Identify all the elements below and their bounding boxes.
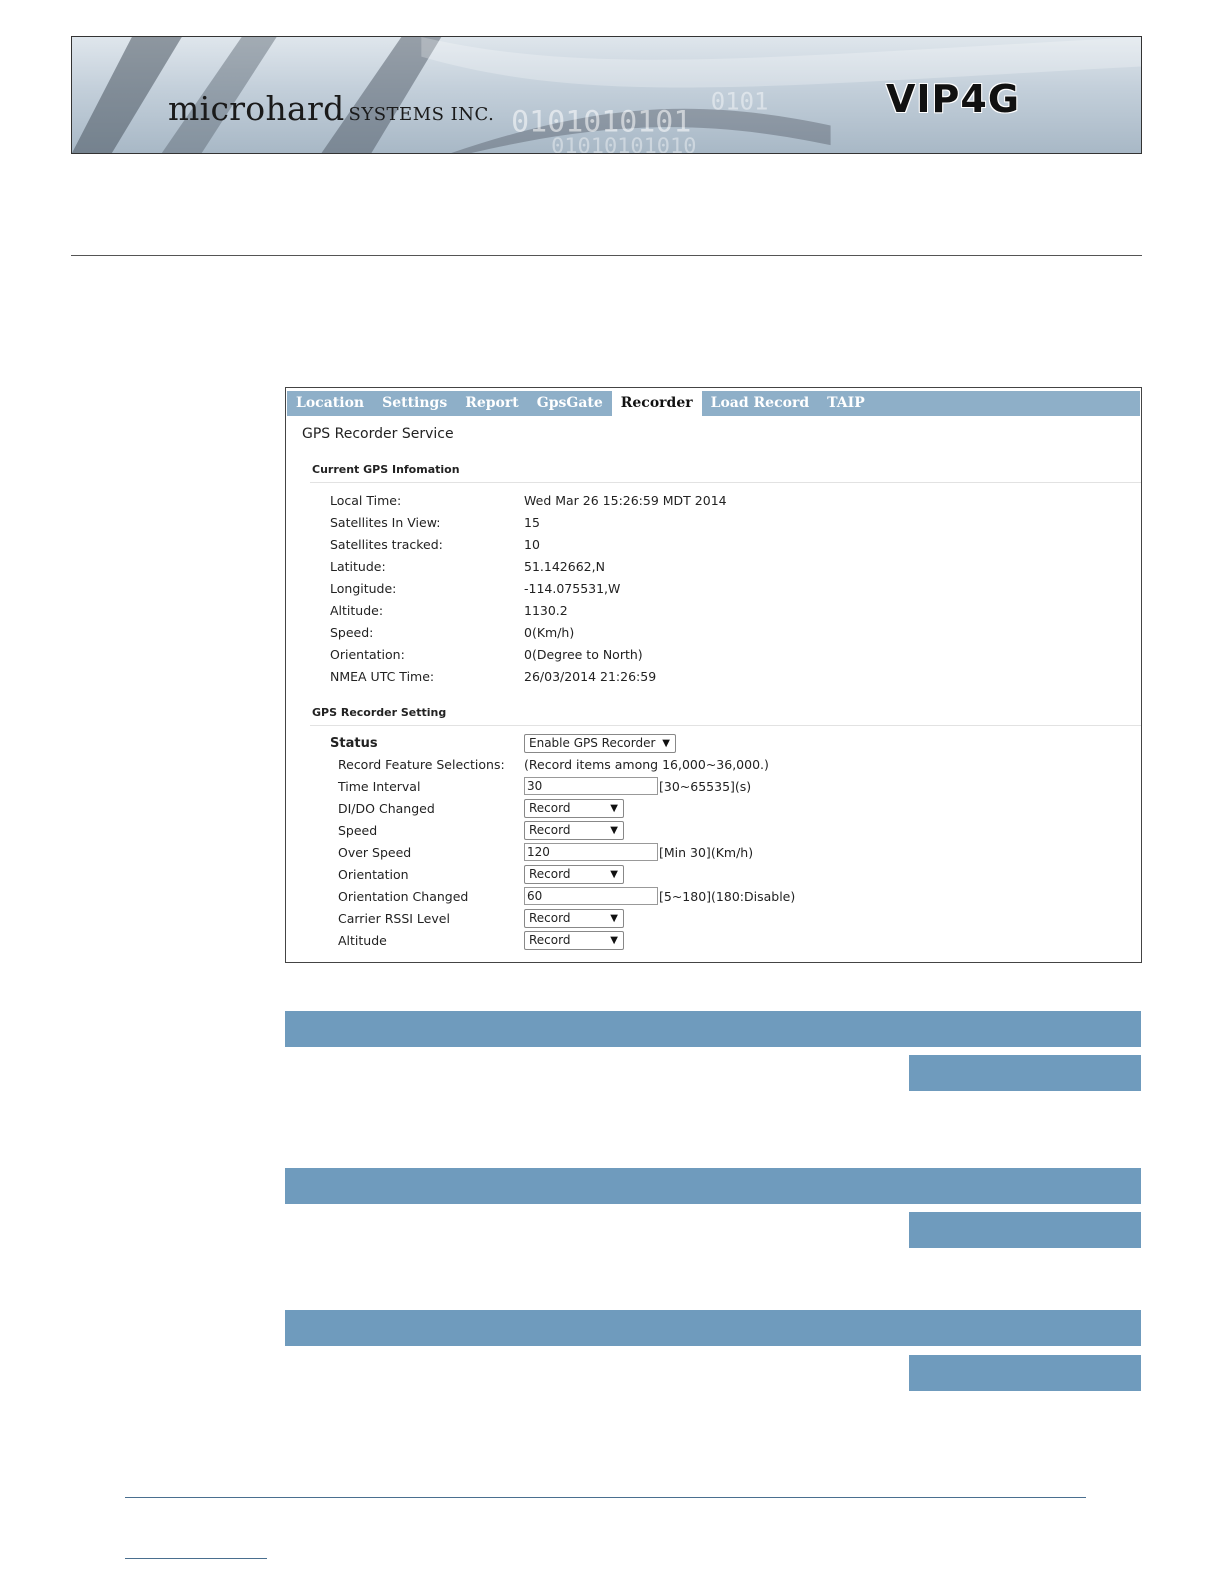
info-value: 51.142662,N <box>524 559 605 574</box>
dido-row <box>286 798 1141 820</box>
orientation-select-value: Record <box>529 867 571 881</box>
footer-divider <box>125 1497 1086 1498</box>
info-value: 26/03/2014 21:26:59 <box>524 669 657 684</box>
status-select-value: Enable GPS Recorder <box>529 736 656 750</box>
info-value: -114.075531,W <box>524 581 621 596</box>
orientation-row <box>286 864 1141 886</box>
footer-line <box>125 1558 267 1559</box>
header-banner <box>71 36 1142 154</box>
section-value-bar <box>909 1212 1141 1248</box>
info-label: Latitude: <box>330 559 386 574</box>
dido-select[interactable] <box>524 799 624 818</box>
tab-gpsgate[interactable]: GpsGate <box>536 395 603 411</box>
svg-text:01010101010: 01010101010 <box>551 134 697 153</box>
panel-title: GPS Recorder Service <box>302 426 454 442</box>
info-value: 10 <box>524 537 540 552</box>
orientation-changed-input[interactable]: 60 <box>524 887 658 905</box>
info-value: 1130.2 <box>524 603 568 618</box>
altitude-row <box>286 930 1141 952</box>
feature-value: (Record items among 16,000~36,000.) <box>524 757 769 772</box>
section-divider <box>310 482 1141 483</box>
chevron-down-icon: ▼ <box>610 825 618 836</box>
section-header-bar <box>285 1011 1141 1047</box>
tab-taip[interactable]: TAIP <box>827 395 865 411</box>
dido-select-value: Record <box>529 801 571 815</box>
info-label: Satellites tracked: <box>330 537 443 552</box>
over-speed-label: Over Speed <box>338 845 412 860</box>
dido-label: DI/DO Changed <box>338 801 435 816</box>
tab-settings[interactable]: Settings <box>382 395 448 411</box>
info-label: Satellites In View: <box>330 515 441 530</box>
chevron-down-icon: ▼ <box>610 869 618 880</box>
status-select[interactable] <box>524 734 676 753</box>
speed-row <box>286 820 1141 842</box>
tab-report[interactable]: Report <box>465 395 519 411</box>
section-value-bar <box>909 1355 1141 1391</box>
time-interval-input[interactable]: 30 <box>524 777 658 795</box>
orientation-label: Orientation <box>338 867 409 882</box>
orientation-changed-hint: [5~180](180:Disable) <box>659 889 796 904</box>
info-label: Altitude: <box>330 603 384 618</box>
rssi-select[interactable] <box>524 909 624 928</box>
chevron-down-icon: ▼ <box>610 803 618 814</box>
over-speed-row <box>286 842 1141 864</box>
brand-suffix: SYSTEMS INC. <box>348 104 495 125</box>
info-row <box>286 490 1141 512</box>
info-row <box>286 534 1141 556</box>
rssi-label: Carrier RSSI Level <box>338 911 450 926</box>
gps-recorder-panel <box>285 387 1142 963</box>
over-speed-hint: [Min 30](Km/h) <box>659 845 754 860</box>
info-row <box>286 666 1141 688</box>
chevron-down-icon: ▼ <box>662 738 670 749</box>
info-row <box>286 556 1141 578</box>
chevron-down-icon: ▼ <box>610 935 618 946</box>
product-name: VIP4G <box>886 77 1021 121</box>
info-value: 0(Km/h) <box>524 625 575 640</box>
orientation-changed-row <box>286 886 1141 908</box>
info-row <box>286 644 1141 666</box>
section-value-bar <box>909 1055 1141 1091</box>
rssi-select-value: Record <box>529 911 571 925</box>
altitude-select-value: Record <box>529 933 571 947</box>
over-speed-input[interactable]: 120 <box>524 843 658 861</box>
info-row <box>286 622 1141 644</box>
info-value: 0(Degree to North) <box>524 647 643 662</box>
section-header-bar <box>285 1168 1141 1204</box>
info-value: Wed Mar 26 15:26:59 MDT 2014 <box>524 493 727 508</box>
chevron-down-icon: ▼ <box>610 913 618 924</box>
recorder-setting-heading: GPS Recorder Setting <box>312 706 447 719</box>
status-label: Status <box>330 736 378 751</box>
speed-select[interactable] <box>524 821 624 840</box>
info-label: Speed: <box>330 625 374 640</box>
feature-row <box>286 754 1141 776</box>
info-label: Longitude: <box>330 581 397 596</box>
tab-bar <box>287 391 1140 416</box>
orientation-changed-label: Orientation Changed <box>338 889 469 904</box>
speed-label: Speed <box>338 823 378 838</box>
info-row <box>286 600 1141 622</box>
orientation-select[interactable] <box>524 865 624 884</box>
section-divider <box>310 725 1141 726</box>
info-value: 15 <box>524 515 540 530</box>
info-label: Orientation: <box>330 647 405 662</box>
tab-load-record[interactable]: Load Record <box>710 395 810 411</box>
altitude-select[interactable] <box>524 931 624 950</box>
feature-label: Record Feature Selections: <box>338 757 505 772</box>
brand-name: microhard <box>168 89 345 128</box>
altitude-label: Altitude <box>338 933 387 948</box>
info-row <box>286 512 1141 534</box>
info-label: NMEA UTC Time: <box>330 669 435 684</box>
svg-text:0101: 0101 <box>710 87 769 116</box>
time-interval-hint: [30~65535](s) <box>659 779 752 794</box>
current-info-heading: Current GPS Infomation <box>312 463 460 476</box>
brand-logo <box>168 89 494 128</box>
info-row <box>286 578 1141 600</box>
rssi-row <box>286 908 1141 930</box>
info-label: Local Time: <box>330 493 402 508</box>
status-row <box>286 733 1141 755</box>
divider-top <box>71 255 1142 256</box>
time-interval-label: Time Interval <box>338 779 421 794</box>
section-header-bar <box>285 1310 1141 1346</box>
svg-text:0101010101: 0101010101 <box>511 104 692 140</box>
time-interval-row <box>286 776 1141 798</box>
speed-select-value: Record <box>529 823 571 837</box>
tab-recorder[interactable]: Recorder <box>612 391 702 416</box>
tab-location[interactable]: Location <box>296 395 365 411</box>
